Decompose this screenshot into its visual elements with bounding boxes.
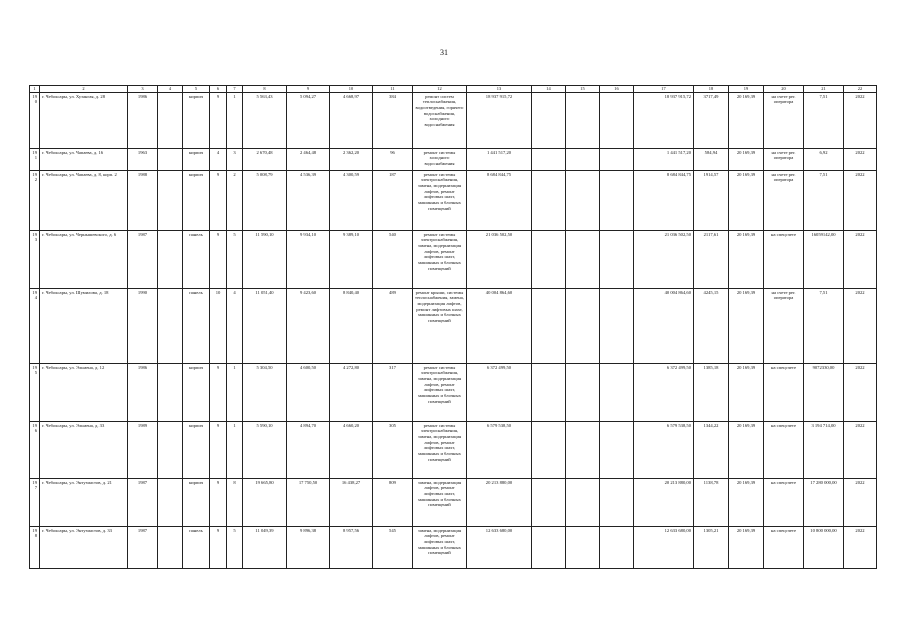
entrances-cell: 4 [227,288,243,363]
column-number: 17 [634,86,694,93]
address-cell: г. Чебоксары, ул. Чапаева, д. 8, корп. 2 [40,170,128,230]
fund-method-cell: на счете рег. оператора [764,288,804,363]
living-area-cell: 5 094,27 [287,92,330,148]
empty-cell [158,526,183,568]
page-number: 31 [440,48,448,57]
empty-cell [566,526,600,568]
total-area-cell: 2 670,48 [243,148,287,170]
empty-cell [566,421,600,478]
living-area-cell: 4 894,70 [287,421,330,478]
empty-cell [566,148,600,170]
address-cell: г. Чебоксары, ул. Энтузиастов, д. 33 [40,526,128,568]
limit-cost-cell: 20 169,39 [729,421,764,478]
total-cost-cell: 1 441 517,20 [467,148,532,170]
column-number: 2 [40,86,128,93]
residents-cell: 809 [373,478,413,526]
work-type-cell: ремонт системы электроснабжения, замена, модернизация лифтов, ремонт лифтовых шахт, машинных и блочных помещений [413,421,467,478]
apartments-area-cell: 4 668,97 [330,92,373,148]
row-number: 197 [30,478,40,526]
column-number: 14 [532,86,566,93]
unit-cost-cell: 1305,21 [694,526,729,568]
work-type-cell: замена, модернизация лифтов, ремонт лифтовых шахт, машинных и блочных помещений [413,526,467,568]
floors-cell: 9 [210,526,227,568]
entrances-cell: 1 [227,92,243,148]
column-number: 12 [413,86,467,93]
wall-material-cell: панель [183,526,210,568]
empty-cell [158,170,183,230]
column-number: 4 [158,86,183,93]
column-number: 21 [804,86,844,93]
fund-method-cell: на счете рег. оператора [764,92,804,148]
empty-cell [600,478,634,526]
wall-material-cell: панель [183,288,210,363]
address-cell: г. Чебоксары, ул. Эльмена, д. 33 [40,421,128,478]
unit-cost-cell: 1385,18 [694,363,729,421]
build-year-cell: 1988 [128,170,158,230]
empty-cell [158,148,183,170]
limit-cost-cell: 20 169,39 [729,526,764,568]
work-type-cell: ремонт системы электроснабжения, замена, модернизация лифтов, ремонт лифтовых шахт, машинных и блочных помещений [413,170,467,230]
empty-cell [158,363,183,421]
floors-cell: 9 [210,478,227,526]
empty-cell [532,230,566,288]
empty-cell [532,288,566,363]
address-cell: г. Чебоксары, ул. Эльмена, д. 12 [40,363,128,421]
entrances-cell: 1 [227,421,243,478]
column-number: 16 [600,86,634,93]
total-cost-cell: 12 633 680,00 [467,526,532,568]
empty-cell [532,170,566,230]
empty-cell [158,288,183,363]
living-area-cell: 2 464,48 [287,148,330,170]
fund-method-cell: на счете рег. оператора [764,170,804,230]
col21-cell: 7,51 [804,92,844,148]
wall-material-cell: кирпич [183,148,210,170]
address-cell: г. Чебоксары, ул. Хузангая, д. 28 [40,92,128,148]
regional-fund-cost-cell: 1 441 517,20 [634,148,694,170]
planned-year-cell: 2022 [844,526,877,568]
living-area-cell: 4 536,39 [287,170,330,230]
total-cost-cell: 8 684 844,75 [467,170,532,230]
living-area-cell: 4 600,50 [287,363,330,421]
row-number: 195 [30,363,40,421]
planned-year-cell: 2022 [844,92,877,148]
regional-fund-cost-cell: 21 036 502,50 [634,230,694,288]
address-cell: г. Чебоксары, ул. Чернышевского, д. 6 [40,230,128,288]
column-number: 11 [373,86,413,93]
work-type-cell: ремонт систем теплоснабжения, водоотведения, горячего водоснабжения, холодного водоснабжения [413,92,467,148]
empty-cell [566,230,600,288]
limit-cost-cell: 20 169,39 [729,288,764,363]
unit-cost-cell: 1914,57 [694,170,729,230]
build-year-cell: 1987 [128,230,158,288]
apartments-area-cell: 2 362,20 [330,148,373,170]
table-row [30,170,877,230]
table-row [30,478,877,526]
unit-cost-cell: 3717,49 [694,92,729,148]
residents-cell: 489 [373,288,413,363]
table-row [30,148,877,170]
apartments-area-cell: 4 272,80 [330,363,373,421]
unit-cost-cell: 584,94 [694,148,729,170]
column-number: 3 [128,86,158,93]
regional-fund-cost-cell: 20 213 880,00 [634,478,694,526]
column-number: 8 [243,86,287,93]
repair-program-table [29,85,877,569]
floors-cell: 10 [210,288,227,363]
regional-fund-cost-cell: 6 579 538,50 [634,421,694,478]
row-number: 193 [30,230,40,288]
empty-cell [600,526,634,568]
build-year-cell: 1987 [128,526,158,568]
wall-material-cell: кирпич [183,363,210,421]
address-cell: г. Чебоксары, ул. Шумилова, д. 18 [40,288,128,363]
empty-cell [566,288,600,363]
living-area-cell: 9 934,10 [287,230,330,288]
table-row [30,421,877,478]
column-number: 13 [467,86,532,93]
unit-cost-cell: 4245,15 [694,288,729,363]
floors-cell: 4 [210,148,227,170]
apartments-area-cell: 9 389,10 [330,230,373,288]
column-number: 20 [764,86,804,93]
table-row [30,363,877,421]
work-type-cell: ремонт системы электроснабжения, замена, модернизация лифтов, ремонт лифтовых шахт, машинных и блочных помещений [413,230,467,288]
row-number: 194 [30,288,40,363]
total-area-cell: 5 008,79 [243,170,287,230]
fund-method-cell: на спецсчете [764,230,804,288]
col21-cell: 7,51 [804,288,844,363]
table-row [30,288,877,363]
column-number: 19 [729,86,764,93]
row-number: 192 [30,170,40,230]
empty-cell [600,288,634,363]
apartments-area-cell: 8 840,40 [330,288,373,363]
empty-cell [600,92,634,148]
total-cost-cell: 40 004 864,60 [467,288,532,363]
col21-cell: 7,51 [804,170,844,230]
unit-cost-cell: 1138,78 [694,478,729,526]
planned-year-cell: 2022 [844,421,877,478]
row-number: 190 [30,92,40,148]
build-year-cell: 1990 [128,288,158,363]
limit-cost-cell: 20 169,39 [729,148,764,170]
total-area-cell: 19 665,80 [243,478,287,526]
unit-cost-cell: 1344,22 [694,421,729,478]
total-area-cell: 5 304,50 [243,363,287,421]
empty-cell [566,363,600,421]
empty-cell [600,363,634,421]
wall-material-cell: кирпич [183,421,210,478]
table-row [30,92,877,148]
empty-cell [532,363,566,421]
table-row [30,230,877,288]
work-type-cell: ремонт системы холодного водоснабжения [413,148,467,170]
column-number: 9 [287,86,330,93]
living-area-cell: 9 896,38 [287,526,330,568]
total-cost-cell: 21 036 502,50 [467,230,532,288]
living-area-cell: 9 423,60 [287,288,330,363]
regional-fund-cost-cell: 8 684 844,75 [634,170,694,230]
empty-cell [532,148,566,170]
residents-cell: 187 [373,170,413,230]
column-number: 1 [30,86,40,93]
planned-year-cell: 2022 [844,148,877,170]
col21-cell: 17 280 000,00 [804,478,844,526]
build-year-cell: 1986 [128,92,158,148]
work-type-cell: ремонт крыши, системы теплоснабжения, замена, модернизация лифтов, ремонт лифтовых шахт, машинных и блочных помещений [413,288,467,363]
entrances-cell: 8 [227,478,243,526]
regional-fund-cost-cell: 12 633 680,00 [634,526,694,568]
limit-cost-cell: 20 169,39 [729,363,764,421]
table-row [30,526,877,568]
regional-fund-cost-cell: 18 937 915,72 [634,92,694,148]
apartments-area-cell: 4 300,59 [330,170,373,230]
build-year-cell: 1986 [128,363,158,421]
empty-cell [158,230,183,288]
column-number: 6 [210,86,227,93]
limit-cost-cell: 20 169,39 [729,478,764,526]
planned-year-cell: 2022 [844,230,877,288]
total-area-cell: 11 049,39 [243,526,287,568]
apartments-area-cell: 4 660,20 [330,421,373,478]
column-number: 7 [227,86,243,93]
planned-year-cell: 2022 [844,478,877,526]
build-year-cell: 1987 [128,478,158,526]
floors-cell: 9 [210,230,227,288]
work-type-cell: ремонт системы электроснабжения, замена, модернизация лифтов, ремонт лифтовых шахт, машинных и блочных помещений [413,363,467,421]
residents-cell: 540 [373,230,413,288]
floors-cell: 9 [210,363,227,421]
total-area-cell: 5 563,43 [243,92,287,148]
total-area-cell: 11 590,10 [243,230,287,288]
empty-cell [600,170,634,230]
limit-cost-cell: 20 169,39 [729,170,764,230]
planned-year-cell: 2022 [844,363,877,421]
empty-cell [532,92,566,148]
residents-cell: 317 [373,363,413,421]
empty-cell [566,92,600,148]
wall-material-cell: кирпич [183,92,210,148]
unit-cost-cell: 2117,61 [694,230,729,288]
entrances-cell: 2 [227,170,243,230]
entrances-cell: 1 [227,363,243,421]
total-area-cell: 11 051,40 [243,288,287,363]
empty-cell [158,421,183,478]
fund-method-cell: на спецсчете [764,526,804,568]
col21-cell: 10 800 000,00 [804,526,844,568]
entrances-cell: 3 [227,148,243,170]
address-cell: г. Чебоксары, ул. Чапаева, д. 16 [40,148,128,170]
apartments-area-cell: 16 438,27 [330,478,373,526]
residents-cell: 305 [373,421,413,478]
floors-cell: 9 [210,421,227,478]
total-cost-cell: 18 937 915,72 [467,92,532,148]
empty-cell [158,478,183,526]
residents-cell: 545 [373,526,413,568]
total-cost-cell: 20 213 880,00 [467,478,532,526]
regional-fund-cost-cell: 6 372 499,50 [634,363,694,421]
row-number: 191 [30,148,40,170]
total-cost-cell: 6 372 499,50 [467,363,532,421]
living-area-cell: 17 750,50 [287,478,330,526]
col21-cell: 16059142,00 [804,230,844,288]
limit-cost-cell: 20 169,39 [729,92,764,148]
empty-cell [600,230,634,288]
build-year-cell: 1989 [128,421,158,478]
row-number: 198 [30,526,40,568]
floors-cell: 9 [210,92,227,148]
planned-year-cell: 2022 [844,288,877,363]
total-area-cell: 5 590,10 [243,421,287,478]
empty-cell [566,170,600,230]
wall-material-cell: кирпич [183,478,210,526]
residents-cell: 96 [373,148,413,170]
column-number: 18 [694,86,729,93]
col21-cell: 6,92 [804,148,844,170]
limit-cost-cell: 20 169,39 [729,230,764,288]
row-number: 196 [30,421,40,478]
fund-method-cell: на счете рег. оператора [764,148,804,170]
fund-method-cell: на спецсчете [764,363,804,421]
wall-material-cell: панель [183,230,210,288]
empty-cell [600,421,634,478]
empty-cell [158,92,183,148]
build-year-cell: 1963 [128,148,158,170]
fund-method-cell: на спецсчете [764,421,804,478]
address-cell: г. Чебоксары, ул. Энтузиастов, д. 21 [40,478,128,526]
wall-material-cell: кирпич [183,170,210,230]
empty-cell [600,148,634,170]
empty-cell [532,478,566,526]
entrances-cell: 5 [227,526,243,568]
planned-year-cell: 2022 [844,170,877,230]
empty-cell [532,526,566,568]
residents-cell: 384 [373,92,413,148]
empty-cell [566,478,600,526]
fund-method-cell: на спецсчете [764,478,804,526]
col21-cell: 3 194 714,00 [804,421,844,478]
col21-cell: 9072330,00 [804,363,844,421]
total-cost-cell: 6 579 538,50 [467,421,532,478]
column-number: 22 [844,86,877,93]
column-number: 15 [566,86,600,93]
column-number: 5 [183,86,210,93]
entrances-cell: 5 [227,230,243,288]
empty-cell [532,421,566,478]
column-number: 10 [330,86,373,93]
work-type-cell: замена, модернизация лифтов, ремонт лифтовых шахт, машинных и блочных помещений [413,478,467,526]
apartments-area-cell: 8 957,56 [330,526,373,568]
floors-cell: 9 [210,170,227,230]
regional-fund-cost-cell: 40 004 864,60 [634,288,694,363]
